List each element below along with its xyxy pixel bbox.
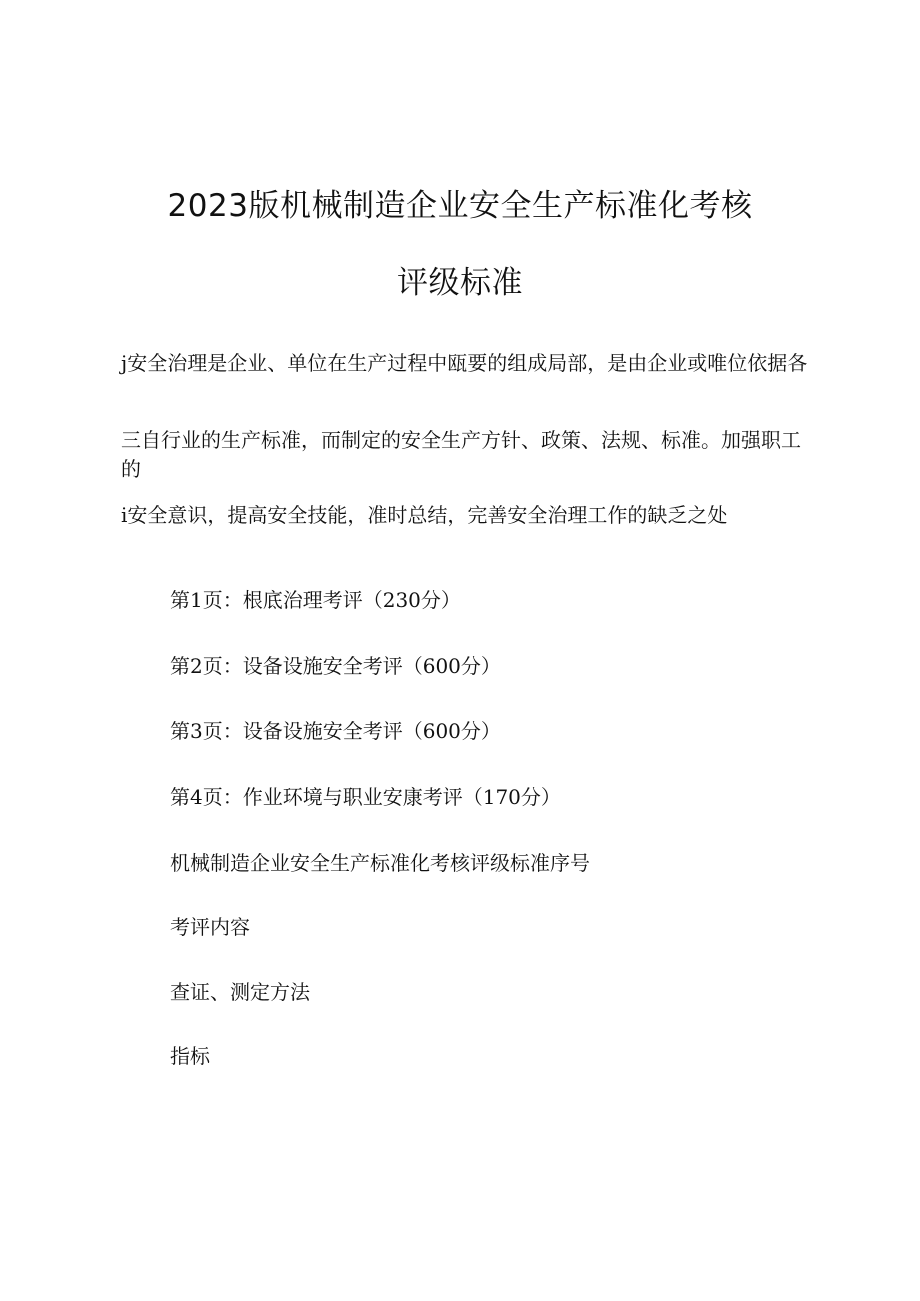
- intro-paragraph-1: j安全治理是企业、单位在生产过程中瓯要的组成局部，是由企业或唯位依据各: [121, 351, 808, 375]
- toc-item-page-3: 第3页：设备设施安全考评（600分）: [170, 719, 501, 743]
- intro-paragraph-3: i安全意识，提高安全技能，准时总结，完善安全治理工作的缺乏之处: [121, 503, 728, 527]
- toc-item-page-4: 第4页：作业环境与职业安康考评（170分）: [170, 785, 561, 809]
- toc-item-page-1: 第1页：根底治理考评（230分）: [170, 588, 461, 612]
- table-header-method: 查证、测定方法: [170, 980, 310, 1004]
- table-header-content: 考评内容: [170, 915, 250, 939]
- table-caption: 机械制造企业安全生产标准化考核评级标准序号: [170, 851, 590, 875]
- document-title-line-2: 评级标准: [397, 265, 523, 301]
- toc-item-page-2: 第2页：设备设施安全考评（600分）: [170, 654, 501, 678]
- intro-paragraph-2: 三自行业的生产标准，而制定的安全生产方针、政策、法规、标准。加强职工的: [121, 428, 801, 481]
- table-header-indicator: 指标: [170, 1044, 210, 1068]
- document-title-line-1: 2023版机械制造企业安全生产标准化考核: [167, 188, 753, 224]
